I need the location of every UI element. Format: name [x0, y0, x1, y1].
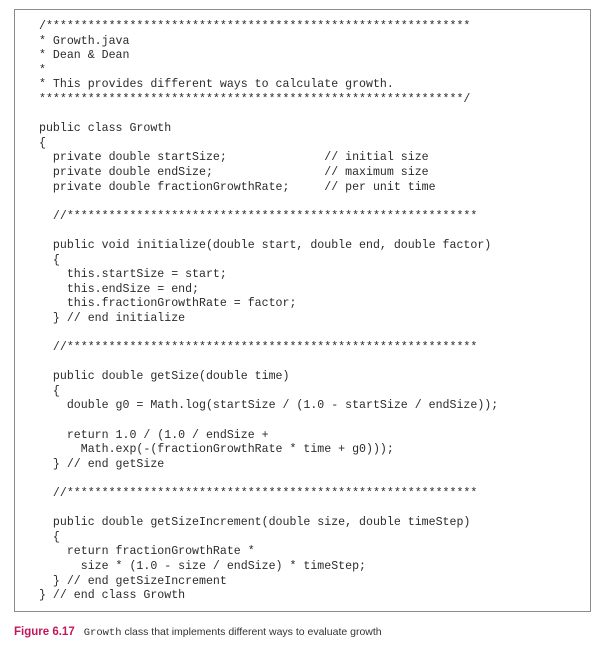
code-line: } // end class Growth: [39, 589, 186, 603]
code-line: {: [39, 530, 60, 544]
code-line: public class Growth: [39, 122, 172, 136]
code-line: * Growth.java: [39, 34, 130, 48]
code-line: size * (1.0 - size / endSize) * timeStep;: [39, 559, 366, 573]
code-line: [39, 472, 498, 487]
code-line: [39, 195, 498, 210]
caption-description: class that implements different ways to evaluate growth: [121, 626, 382, 638]
code-line: double g0 = Math.log(startSize / (1.0 - startSize / endSize));: [39, 399, 499, 413]
figure-caption: [14, 623, 382, 639]
code-line: public void initialize(double start, double end, double factor): [39, 238, 492, 252]
code-listing-frame: [14, 9, 591, 612]
code-line: /*************************************************************: [39, 20, 471, 33]
code-line: {: [39, 384, 60, 398]
figure-number: Figure 6.17: [14, 626, 75, 638]
code-line: public double getSize(double time): [39, 370, 290, 384]
code-line: private double fractionGrowthRate; // per unit time: [39, 180, 436, 194]
code-line: [39, 414, 498, 429]
code-line: *************************************************************/: [39, 92, 471, 106]
code-line: [39, 326, 498, 341]
code-line: * Dean & Dean: [39, 49, 130, 63]
code-line: return fractionGrowthRate *: [39, 545, 255, 559]
code-line: this.fractionGrowthRate = factor;: [39, 297, 297, 311]
code-line: //***********************************************************: [39, 209, 478, 223]
code-line: [39, 356, 498, 371]
code-listing: [39, 20, 498, 604]
code-line: * This provides different ways to calculate growth.: [39, 78, 394, 92]
code-line: [39, 502, 498, 517]
code-line: *: [39, 63, 46, 77]
code-line: //***********************************************************: [39, 487, 478, 500]
code-line: Math.exp(-(fractionGrowthRate * time + g0)));: [39, 443, 394, 457]
code-line: private double endSize; // maximum size: [39, 165, 429, 179]
code-line: {: [39, 136, 46, 150]
code-line: [39, 108, 498, 123]
code-line: private double startSize; // initial size: [39, 151, 429, 165]
caption-class-name: Growth: [83, 627, 122, 639]
code-line: } // end initialize: [39, 311, 186, 325]
code-line: this.startSize = start;: [39, 268, 227, 282]
code-line: } // end getSize: [39, 457, 165, 471]
code-line: //***********************************************************: [39, 341, 478, 355]
code-line: this.endSize = end;: [39, 282, 200, 296]
code-line: [39, 224, 498, 239]
code-line: } // end getSizeIncrement: [39, 574, 227, 588]
code-line: return 1.0 / (1.0 / endSize +: [39, 428, 269, 442]
code-line: public double getSizeIncrement(double size, double timeStep): [39, 516, 471, 530]
code-line: {: [39, 253, 60, 267]
